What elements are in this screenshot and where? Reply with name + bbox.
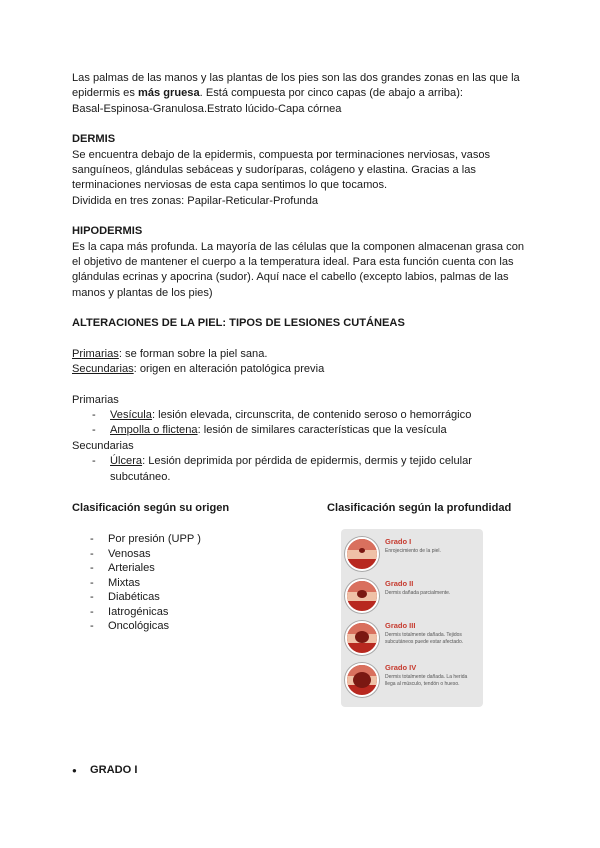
dermis-line-3: terminaciones nerviosas de esta capa sentimos lo que tocamos. [72, 179, 388, 192]
ampolla-term: Ampolla o flictena [110, 424, 198, 437]
list-item [72, 423, 542, 438]
dermis-heading: DERMIS [72, 133, 116, 146]
primarias-term: Primarias [72, 347, 119, 360]
intro-line-2-prefix: epidermis es [72, 87, 138, 100]
ulcera-def-1: : Lesión deprimida por pérdida de epidermis, dermis y tejido celular [142, 455, 472, 468]
secundarias-def: : origen en alteración patológica previa [133, 363, 325, 376]
hipodermis-heading: HIPODERMIS [72, 225, 143, 238]
intro-line-3: Basal-Espinosa-Granulosa.Estrato lúcido-Capa córnea [72, 102, 342, 115]
dermis-line-4: Dividida en tres zonas: Papilar-Reticular-Profunda [72, 194, 319, 207]
alteraciones-heading: ALTERACIONES DE LA PIEL: TIPOS DE LESIONES CUTÁNEAS [72, 317, 405, 330]
primarias-definition [72, 347, 542, 362]
hipodermis-line-4: manos y plantas de los pies) [72, 286, 213, 299]
grade-2-desc: Dermis dañada parcialmente. [385, 590, 451, 597]
dermis-line-1: Se encuentra debajo de la epidermis, compuesta por terminaciones nerviosas, vasos [72, 148, 491, 161]
depth-title: Clasificación según la profundidad [327, 501, 512, 514]
grade-1-desc: Enrojecimiento de la piel. [385, 548, 441, 555]
ulcera-term: Úlcera [110, 455, 143, 468]
list-item: - Mixtas [72, 576, 327, 591]
intro-line-1: Las palmas de las manos y las plantas de los pies son las dos grandes zonas en las que la [72, 72, 520, 84]
origin-title: Clasificación según su origen [72, 501, 230, 514]
secundarias-definition [72, 362, 542, 377]
grade-2-row [345, 577, 479, 619]
list-item [72, 408, 542, 423]
dermis-line-2: sanguíneos, glándulas sebáceas y sudoríparas, colágeno y elastina. Gracias a las [72, 164, 476, 177]
grade-3-row [345, 619, 479, 661]
skin-grade-3-illustration [345, 621, 379, 655]
grade-3-desc: Dermis totalmente dañada. Tejidos subcutáneos puede estar afectado. [385, 632, 464, 646]
skin-grade-2-illustration [345, 579, 379, 613]
grado-i-bullet: ● GRADO I [90, 763, 137, 778]
ampolla-def: : lesión de similares características que la vesícula [197, 424, 447, 437]
list-item: - Iatrogénicas [72, 605, 327, 620]
secundarias-term: Secundarias [72, 363, 134, 376]
hipodermis-line-2: el objetivo de mantener el cuerpo a la temperatura ideal. Para esta función cuenta con las [72, 256, 514, 269]
primarias-list [72, 408, 542, 439]
intro-line-2 [72, 86, 542, 101]
grade-4-row [345, 661, 479, 703]
intro-line-2-suffix: . Está compuesta por cinco capas (de abajo a arriba): [199, 87, 463, 100]
ulcer-grades-infographic [341, 529, 483, 707]
list-item [72, 454, 542, 485]
grade-4-title: Grado IV [385, 663, 417, 673]
secundarias-list [72, 454, 542, 485]
list-item: - Por presión (UPP ) [72, 532, 327, 547]
origin-list [72, 532, 327, 634]
grade-2-title: Grado II [385, 579, 414, 589]
depth-column [327, 501, 542, 707]
vesicula-term: Vesícula [110, 408, 152, 421]
primarias-subheading: Primarias [72, 393, 119, 406]
hipodermis-line-3: glándulas ecrinas y apocrina (sudor). Aquí nace el cabello (excepto labios, palmas de las [72, 271, 509, 284]
grade-1-title: Grado I [385, 537, 412, 547]
primarias-def: : se forman sobre la piel sana. [118, 347, 268, 360]
vesicula-def: : lesión elevada, circunscrita, de contenido seroso o hemorrágico [151, 408, 472, 421]
intro-line-2-bold: más gruesa [137, 87, 200, 100]
grade-1-row [345, 535, 479, 577]
list-item: - Arteriales [72, 561, 327, 576]
secundarias-subheading: Secundarias [72, 439, 134, 452]
list-item: - Oncológicas [72, 619, 327, 634]
skin-grade-4-illustration [345, 663, 379, 697]
origin-column [72, 501, 327, 707]
grade-4-desc: Dermis totalmente dañada. La herida llega al músculo, tendón o hueso. [385, 674, 468, 688]
classification-columns [72, 501, 542, 707]
ulcera-def-2: subcutáneo. [110, 470, 171, 483]
skin-grade-1-illustration [345, 537, 379, 571]
hipodermis-line-1: Es la capa más profunda. La mayoría de las células que la componen almacenan grasa con [72, 240, 525, 253]
grade-3-title: Grado III [385, 621, 416, 631]
document-page [72, 71, 542, 707]
list-item: - Venosas [72, 547, 327, 562]
list-item: - Diabéticas [72, 590, 327, 605]
